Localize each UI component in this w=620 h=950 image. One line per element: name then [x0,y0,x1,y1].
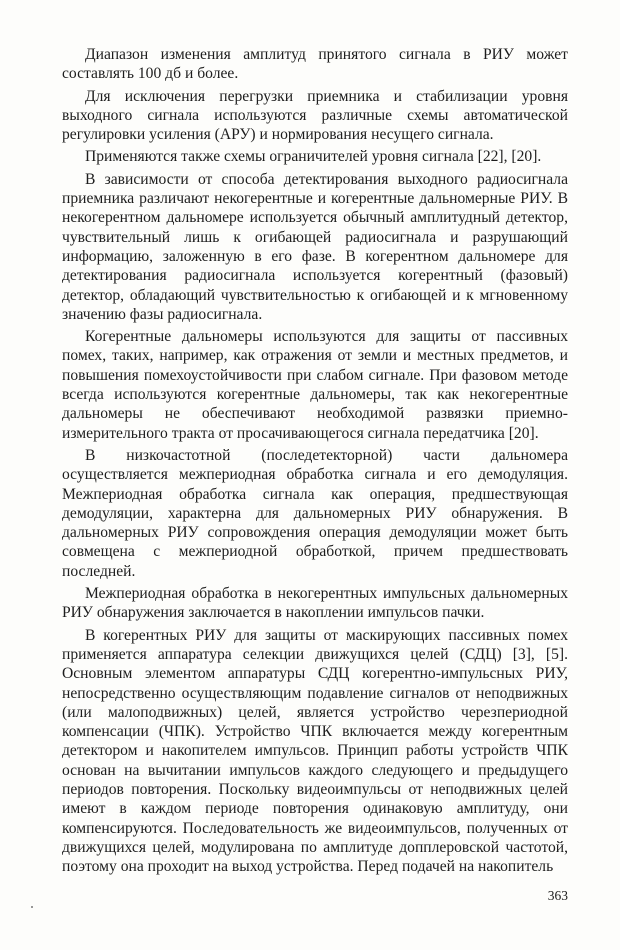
body-text [62,45,568,879]
paragraph-amplitude-range: Диапазон изменения амплитуд принятого сигнала в РИУ может составлять 100 дб и более. [62,46,568,83]
paragraph-incoherent-processing: Межпериодная обработка в некогерентных импульсных дальномерных РИУ обнаружения заключается в накоплении импульсов пачки. [62,585,568,622]
paragraph-limiters: Применяются также схемы ограничителей уровня сигнала [22], [20]. [85,148,542,166]
page-number: 363 [547,888,568,903]
paragraph-coherent-rangefinders: Когерентные дальномеры используются для защиты от пассивных помех, таких, например, как отражения от земли и местных предметов, и повышения помехоустойчивости при слабом сигнале. При фазовом методе всегда используются когерентные дальномеры, так как некогерентные дальномеры не обеспечивают необходимой развязки приемно-измерительного тракта от просачивающегося сигнала передатчика [20]. [62,328,568,442]
paragraph-low-frequency-processing: В низкочастотной (последетекторной) части дальномера осуществляется межпериодная обработка сигнала и его демодуляция. Межпериодная обработка сигнала как операция, предшествующая демодуляции, характерна для дальномерных РИУ обнаружения. В дальномерных РИУ сопровождения операция демодуляции может быть совмещена с межпериодной обработкой, причем предшествовать последней. [62,446,568,580]
scan-speck [31,906,33,908]
paragraph-mti: В когерентных РИУ для защиты от маскирующих пассивных помех применяется аппаратура селекции движущихся целей (СДЦ) [3], [5]. Основным элементом аппаратуры СДЦ когерентно-импульсных РИУ, непосредственно осуществляющим подавление сигналов от неподвижных (или малоподвижных) целей, является устройство черезпериодной компенсации (ЧПК). Устройство ЧПК включается между когерентным детектором и накопителем импульсов. Принцип работы устройств ЧПК основан на вычитании импульсов каждого следующего и предыдущего периодов повторения. Поскольку видеоимпульсы от неподвижных целей имеют в каждом периоде повторения одинаковую амплитуду, они компенсируются. Последовательность же видеоимпульсов, полученных от движущихся целей, модулирована по амплитуде допплеровской частотой, поэтому она проходит на выход устройства. Перед подачей на накопитель [62,626,568,876]
paragraph-detection-types: В зависимости от способа детектирования выходного радиосигнала приемника различают некогерентные и когерентные дальномерные РИУ. В некогерентном дальномере используется обычный амплитудный детектор, чувствительный лишь к огибающей радиосигнала и разрушающий информацию, заложенную в его фазе. В когерентном дальномере для детектирования радиосигнала используется когерентный (фазовый) детектор, обладающий чувствительностью к огибающей и к мгновенному значению фазы радиосигнала. [62,170,568,323]
paragraph-agc: Для исключения перегрузки приемника и стабилизации уровня выходного сигнала используются различные схемы автоматической регулировки усиления (АРУ) и нормирования несущего сигнала. [62,87,568,144]
